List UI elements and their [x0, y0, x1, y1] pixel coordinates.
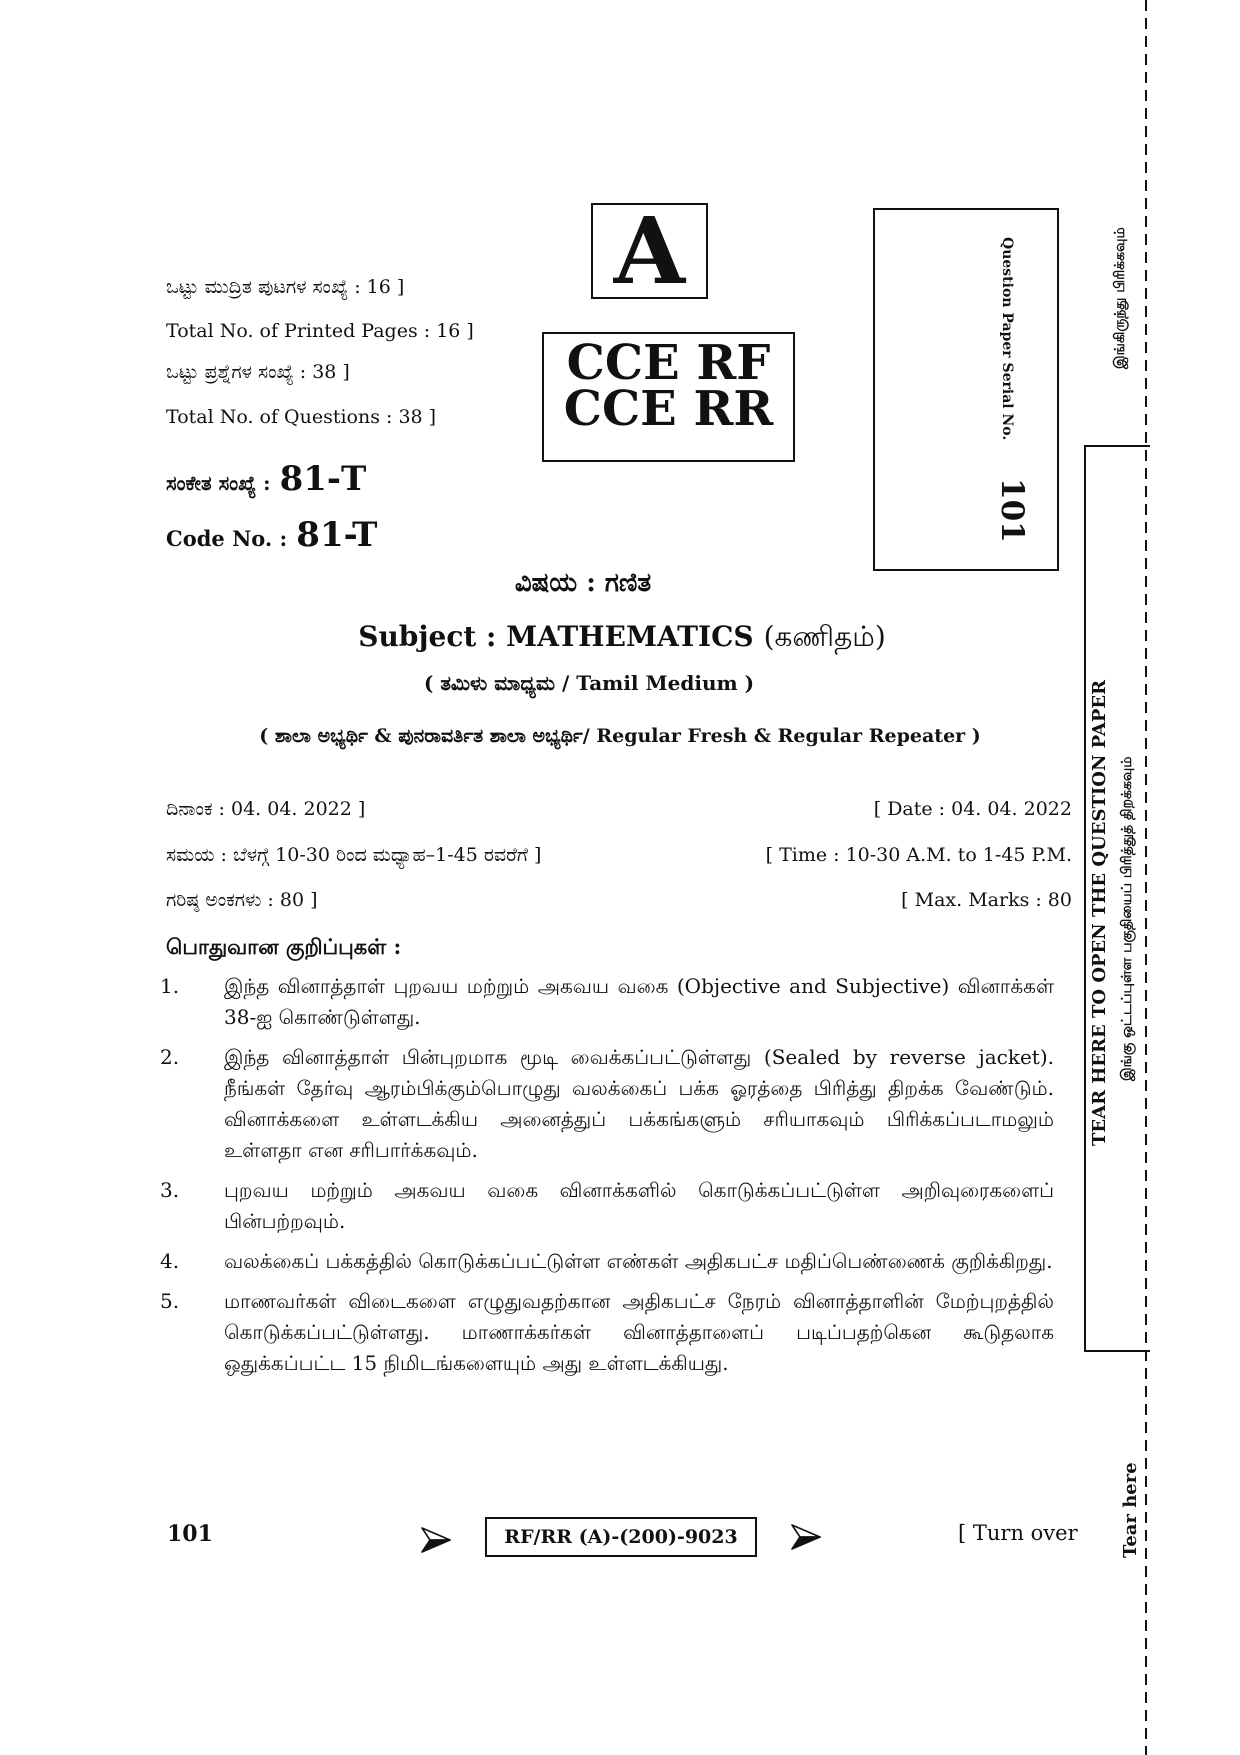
print-code-box: RF/RR (A)-(200)-9023: [485, 1517, 757, 1557]
serial-number-box: [873, 208, 1059, 571]
instruction-text: இந்த வினாத்தாள் புறவய மற்றும் அகவய வகை (Objective and Subjective) வினாக்கள் 38-ஐ கொண்டுள்ளது.: [224, 974, 1054, 1029]
instruction-number: 1.: [160, 974, 180, 998]
paper-version-box: A: [591, 203, 708, 299]
total-questions-kannada: ಒಟ್ಟು ಪ್ರಶ್ನೆಗಳ ಸಂಖ್ಯೆ : 38 ]: [166, 361, 350, 383]
printed-pages-kannada: ಒಟ್ಟು ಮುದ್ರಿತ ಪುಟಗಳ ಸಂಖ್ಯೆ : 16 ]: [166, 276, 405, 298]
instruction-text: புறவய மற்றும் அகவய வகை வினாக்களில் கொடுக்கப்பட்டுள்ள அறிவுரைகளைப் பின்பற்றவும்.: [224, 1178, 1054, 1233]
instruction-number: 5.: [160, 1289, 180, 1313]
time-kannada: ಸಮಯ : ಬೆಳಗ್ಗೆ 10-30 ರಿಂದ ಮಧ್ಯಾಹ–1-45 ರವರೆಗೆ ]: [166, 844, 542, 866]
code-label-english: Code No. :: [166, 526, 288, 551]
arrowhead-lower-face: [792, 1537, 820, 1549]
medium-of-instruction: ( ತಮಿಳು ಮಾಧ್ಯಮ / Tamil Medium ): [423, 671, 755, 695]
total-questions-english: Total No. of Questions : 38 ]: [166, 406, 437, 428]
instruction-text: இந்த வினாத்தாள் பின்புறமாக மூடி வைக்கப்பட்டுள்ளது (Sealed by reverse jacket). நீங்கள் தேர்வு ஆரம்பிக்கும்பொழுது வலக்கைப் பக்க ஓரத்தை பிரித்து திறக்க வேண்டும். வினாக்களை உள்ளடக்கிய அனைத்துப் பக்கங்களும் சரியாகவும் பிரிக்கப்படாமலும் உள்ளதா என சரிபார்க்கவும்.: [224, 1045, 1054, 1162]
code-value-english: 81-T: [296, 515, 378, 555]
arrowhead-upper-face: [792, 1525, 820, 1537]
serial-number-label: Question Paper Serial No.: [999, 237, 1015, 441]
printed-pages-english: Total No. of Printed Pages : 16 ]: [166, 320, 474, 342]
subject-kannada: ವಿಷಯ : ಗಣಿತ: [514, 568, 652, 598]
tear-here-instruction-english: TEAR HERE TO OPEN THE QUESTION PAPER: [1089, 679, 1110, 1147]
turn-over-note: [ Turn over: [958, 1521, 1078, 1545]
instruction-item: [160, 1246, 1056, 1277]
time-english: [ Time : 10-30 A.M. to 1-45 P.M.: [765, 844, 1072, 866]
instruction-number: 2.: [160, 1045, 180, 1069]
instruction-item: [160, 1042, 1056, 1166]
tear-here-instruction-tamil: இங்கு ஒட்டப்புள்ள பகுதியைப் பிரித்துத் திறக்கவும்: [1119, 756, 1135, 1081]
instruction-item: [160, 971, 1056, 1033]
time-row: [166, 840, 1072, 870]
arrowhead-right-icon: [791, 1524, 821, 1550]
max-marks-english: [ Max. Marks : 80: [901, 889, 1072, 911]
max-marks-row: [166, 885, 1072, 915]
candidate-category: ( ಶಾಲಾ ಅಭ್ಯರ್ಥಿ & ಪುನರಾವರ್ತಿತ ಶಾಲಾ ಅಭ್ಯರ್ಥಿ/ Regular Fresh & Regular Repeater ): [259, 725, 981, 747]
instruction-number: 4.: [160, 1249, 180, 1273]
instructions-heading: பொதுவான குறிப்புகள் :: [166, 934, 402, 959]
general-instructions: [160, 932, 1056, 1388]
serial-number-value: 101: [994, 478, 1030, 543]
subject-tamil: (கணிதம்): [763, 620, 886, 653]
arrowhead-upper-face: [422, 1528, 450, 1540]
instruction-text: வலக்கைப் பக்கத்தில் கொடுக்கப்பட்டுள்ள எண்கள் அதிகபட்ச மதிப்பெண்ணைக் குறிக்கிறது.: [224, 1249, 1053, 1273]
instruction-item: [160, 1286, 1056, 1379]
exam-type-line-2: CCE RR: [563, 381, 774, 437]
arrowhead-lower-face: [422, 1540, 450, 1552]
exam-type-box: [542, 332, 795, 462]
code-number-english: [166, 513, 377, 563]
date-kannada: ದಿನಾಂಕ : 04. 04. 2022 ]: [166, 798, 366, 820]
exam-type-line-1: CCE RF: [566, 335, 771, 391]
footer-page-code: 101: [167, 1521, 213, 1547]
tear-here-label: Tear here: [1120, 1462, 1141, 1559]
date-english: [ Date : 04. 04. 2022: [873, 798, 1072, 820]
subject-title: [166, 617, 1078, 657]
instruction-number: 3.: [160, 1178, 180, 1202]
tear-from-here-tamil: இங்கிருந்து பிரிக்கவும்: [1112, 227, 1128, 370]
max-marks-kannada: ಗರಿಷ್ಠ ಅಂಕಗಳು : 80 ]: [166, 889, 318, 911]
code-label-kannada: ಸಂಕೇತ ಸಂಖ್ಯೆ :: [166, 471, 271, 495]
code-number-kannada: [166, 457, 366, 507]
instruction-text: மாணவர்கள் விடைகளை எழுதுவதற்கான அதிகபட்ச நேரம் வினாத்தாளின் மேற்புறத்தில் கொடுக்கப்பட்டுள்ளது. மாணாக்கர்கள் வினாத்தாளைப் படிப்பதற்கென கூடுதலாக ஒதுக்கப்பட்ட 15 நிமிடங்களையும் அது உள்ளடக்கியது.: [224, 1289, 1054, 1375]
subject-english: Subject : MATHEMATICS: [358, 620, 754, 653]
code-value-kannada: 81-T: [279, 459, 367, 499]
arrowhead-right-icon: [421, 1527, 451, 1553]
date-row: [166, 794, 1072, 824]
instruction-item: [160, 1175, 1056, 1237]
